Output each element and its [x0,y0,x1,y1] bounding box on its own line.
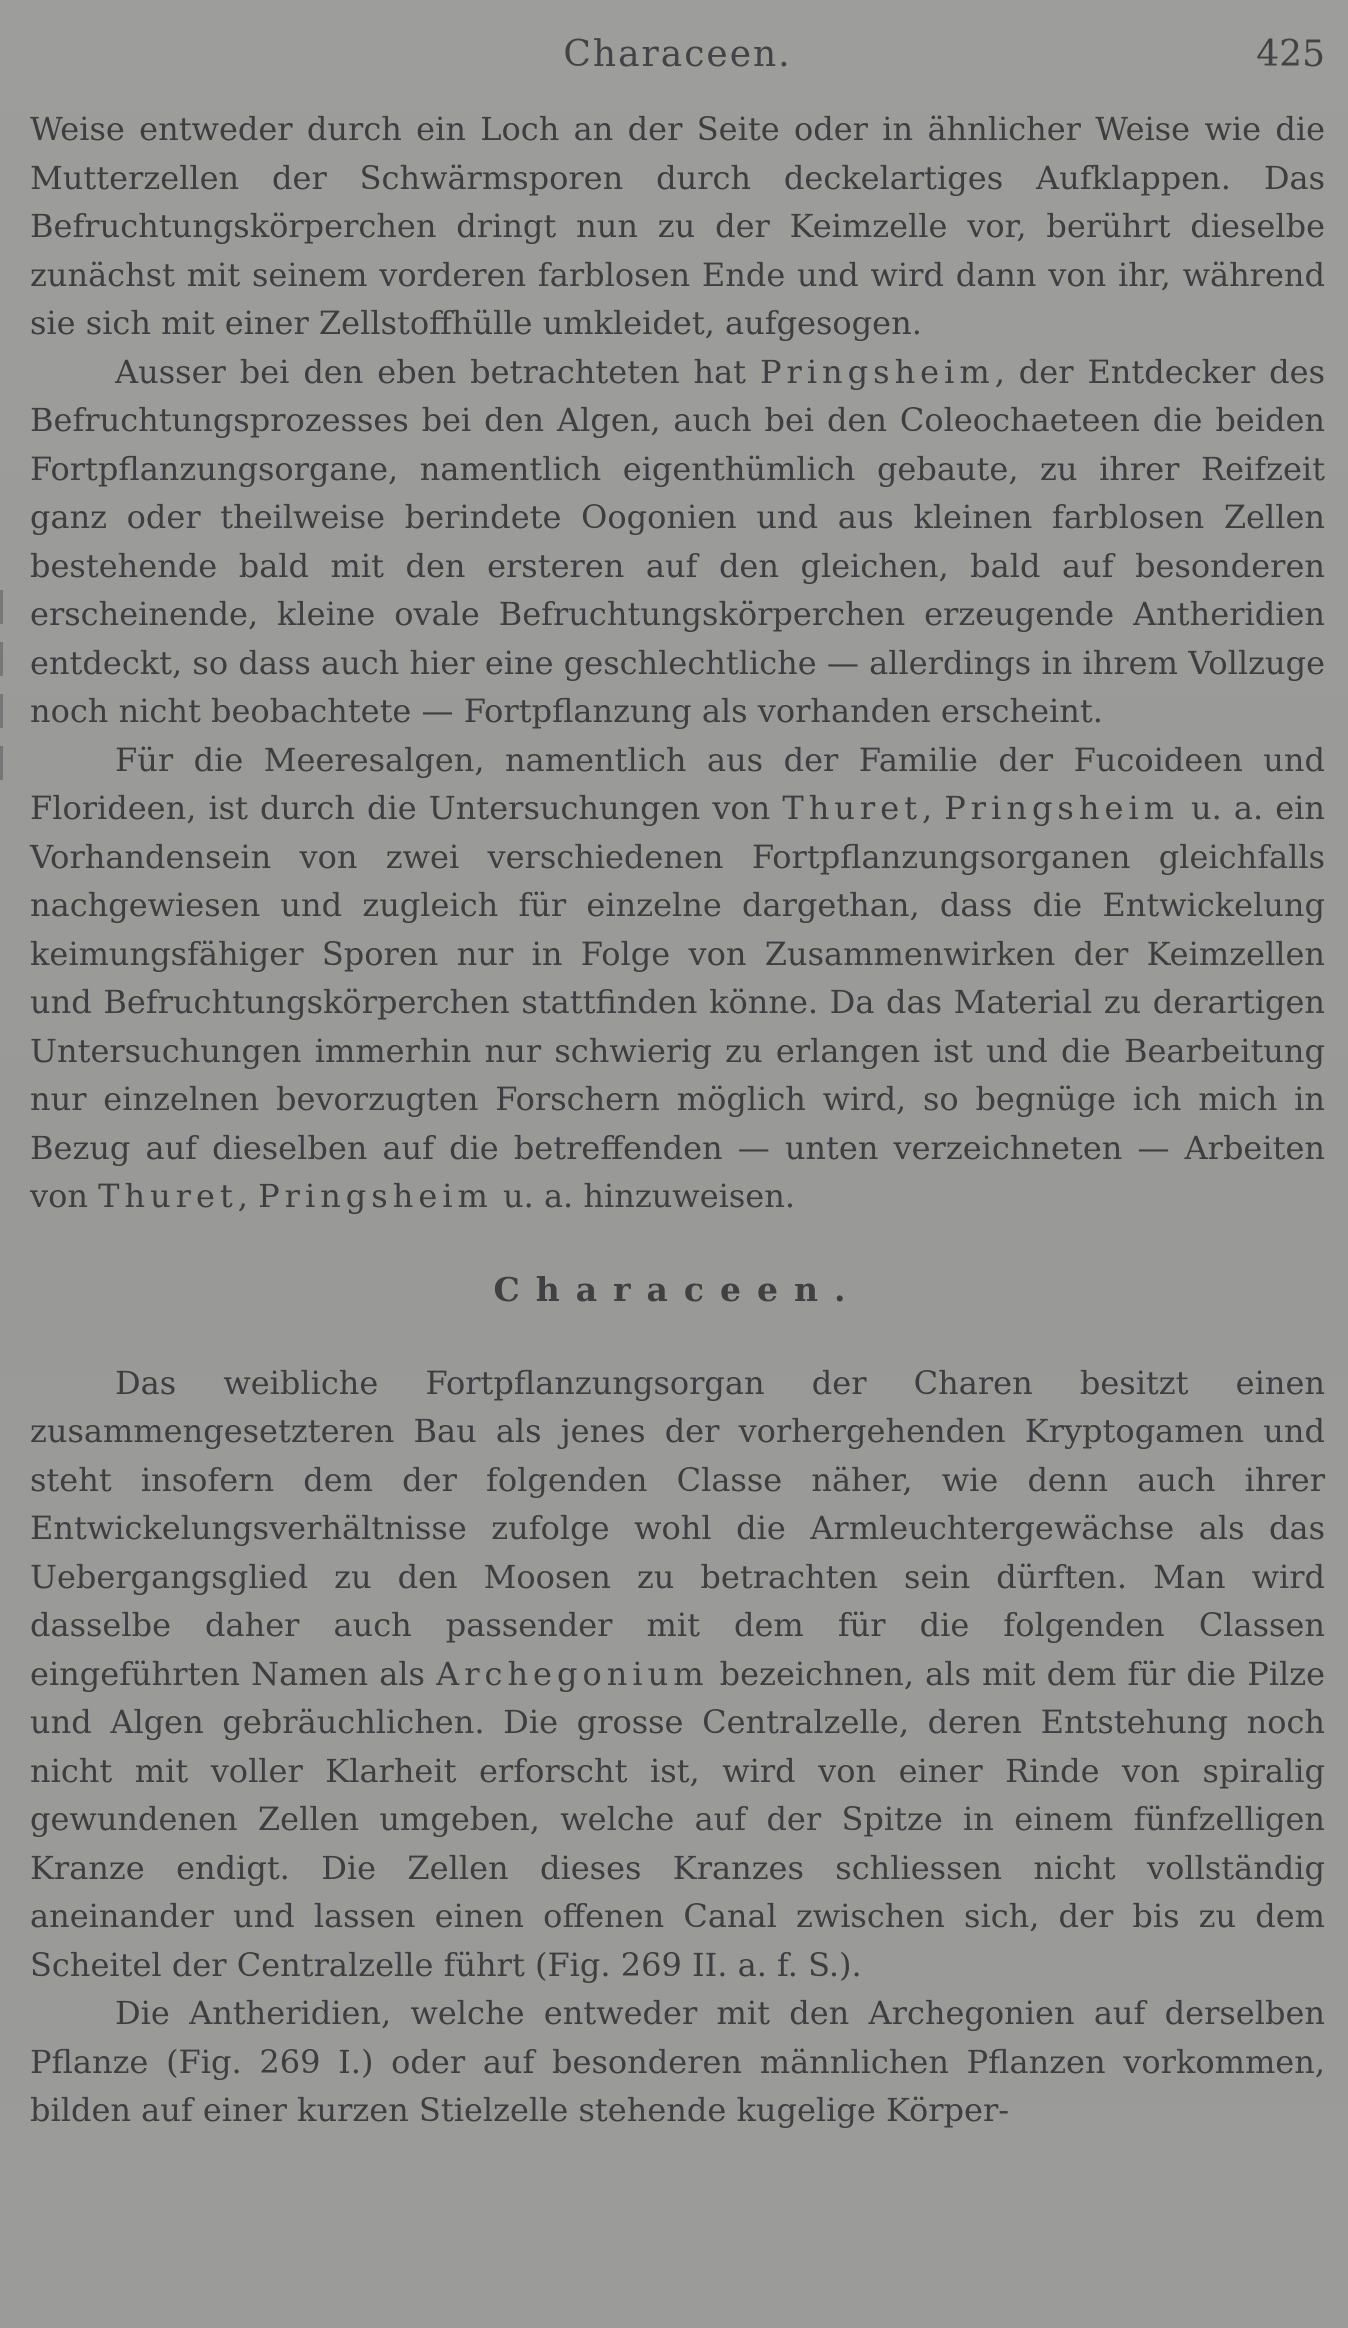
paragraph-2-text: , der Entdecker des Befruchtungsprozesses bei den Algen, auch bei den Coleochaeteen die beiden Fortpflanzungsorgane, namentlich eigenthümlich gebaute, zu ihrer Reifzeit ganz oder theilweise berindete Oogonien und aus kleinen farblosen Zellen bestehende bald mit den ersteren auf den gleichen, bald auf besonderen erscheinende, kleine ovale Befruchtungskörperchen erzeugende Antheridien entdeckt, so dass auch hier eine geschlechtliche — allerdings in ihrem Vollzuge noch nicht beobachtete — Fortpflanzung als vorhanden erscheint. [30,352,1326,730]
margin-mark [0,642,3,676]
page-number: 425 [1256,34,1325,75]
paragraph-2-text: Ausser bei den eben betrachteten hat [115,352,760,391]
paragraph-3 [30,736,1325,1221]
margin-mark [0,746,3,780]
author-name: Pringsheim [759,352,995,391]
paragraph-3-text: u. a. ein Vorhandensein von zwei verschiedenen Fortpflanzungsorganen gleichfalls nachgewiesen und zugleich für einzelne dargethan, dass die Entwickelung keimungsfähiger Sporen nur in Folge von Zusammenwirken der Keimzellen und Befruchtungskörperchen stattfinden könne. Da das Material zu derartigen Untersuchungen immerhin nur schwierig zu erlangen ist und die Bearbeitung nur einzelnen bevorzugten Forschern möglich wird, so begnüge ich mich in Bezug auf dieselben auf die betreffenden — unten verzeichneten — Arbeiten von [30,789,1326,1215]
paragraph-4 [30,1359,1325,1990]
term: Archegonium [436,1654,709,1693]
paragraph-4-text: Das weibliche Fortpflanzungsorgan der Charen besitzt einen zusammengesetzteren Bau als jenes der vorhergehenden Kryptogamen und steht insofern dem der folgenden Classe näher, wie denn auch ihrer Entwickelungsverhältnisse zufolge wohl die Armleuchtergewächse als das Uebergangsglied zu den Moosen zu betrachten sein dürften. Man wird dasselbe daher auch passender mit dem für die folgenden Classen eingeführten Namen als [30,1363,1325,1693]
author-name: Thuret [782,789,923,827]
running-title: Characeen. [563,34,792,75]
paragraph-5: Die Antheridien, welche entweder mit den Archegonien auf derselben Pflanze (Fig. 269 I.) oder auf besonderen männlichen Pflanzen vorkommen, bilden auf einer kurzen Stielzelle stehende kugelige Körper- [30,1994,1325,2129]
paragraph-1: Weise entweder durch ein Loch an der Seite oder in ähnlicher Weise wie die Mutterzellen der Schwärmsporen durch deckelartiges Aufklappen. Das Befruchtungskörperchen dringt nun zu der Keimzelle vor, berührt dieselbe zunächst mit seinem vorderen farblosen Ende und wird dann von ihr, während sie sich mit einer Zellstoffhülle umkleidet, aufgesogen. [30,110,1325,342]
author-name: Thuret [98,1177,238,1215]
margin-mark [0,694,3,728]
paragraph-3-text: u. a. hinzuweisen. [492,1177,795,1215]
paragraph-3-text: , [237,1177,259,1215]
author-name: Pringsheim [944,789,1179,827]
paragraph-3-text: , [922,789,945,827]
author-name: Pringsheim [258,1177,493,1215]
paragraph-3-text: Für die Meeresalgen, namentlich aus der Familie der Fucoideen und Florideen, ist durch die Untersuchungen von [30,740,1325,827]
body-text [30,105,1325,2135]
running-head [30,34,1325,84]
margin-marks [0,590,6,830]
section-heading: Characeen. [493,1269,862,1309]
paragraph-2 [30,348,1325,736]
margin-mark [0,590,3,624]
paragraph-4-text: bezeichnen, als mit dem für die Pilze und Algen gebräuchlichen. Die grosse Centralzelle, deren Entstehung noch nicht mit voller Klarheit erforscht ist, wird von einer Rinde von spiralig gewundenen Zellen umgeben, welche auf der Spitze in einem fünfzelligen Kranze endigt. Die Zellen dieses Kranzes schliessen nicht vollständig aneinander und lassen einen offenen Canal zwischen sich, der bis zu dem Scheitel der Centralzelle führt (Fig. 269 II. a. f. S.). [30,1654,1326,1984]
